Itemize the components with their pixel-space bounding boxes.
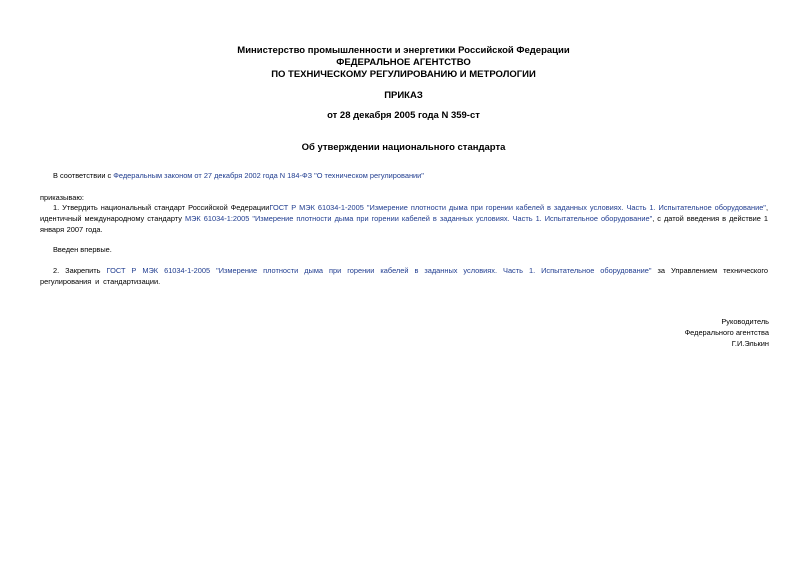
item1-suffix: , с датой введения в действие 1 января 2007 года. xyxy=(40,214,768,234)
agency-name-line2: ПО ТЕХНИЧЕСКОМУ РЕГУЛИРОВАНИЮ И МЕТРОЛОГИИ xyxy=(271,69,536,80)
agency-name-line1: ФЕДЕРАЛЬНОЕ АГЕНТСТВО xyxy=(336,57,471,68)
document-header xyxy=(0,45,807,81)
paragraph-item-2 xyxy=(40,265,768,287)
ministry-name: Министерство промышленности и энергетики Российской Федерации xyxy=(237,45,570,56)
paragraph-item-1 xyxy=(40,202,768,235)
paragraph-basis xyxy=(40,170,768,181)
federal-law-link[interactable]: Федеральным законом от 27 декабря 2002 года N 184-ФЗ "О техническом регулировании" xyxy=(113,171,424,180)
gost-standard-link-2[interactable]: ГОСТ Р МЭК 61034-1-2005 "Измерение плотности дыма при горении кабелей в заданных условиях. Часть 1. Испытательное оборудование" xyxy=(106,266,652,275)
signatory-organization: Федерального агентства xyxy=(684,328,769,337)
signatory-name: Г.И.Элькин xyxy=(731,339,769,348)
signatory-position: Руководитель xyxy=(721,317,769,326)
signature-block xyxy=(685,316,769,349)
order-date: от 28 декабря 2005 года N 359-ст xyxy=(327,110,480,121)
gost-standard-link[interactable]: ГОСТ Р МЭК 61034-1-2005 "Измерение плотности дыма при горении кабелей в заданных условиях. Часть 1. Испытательное оборудование" xyxy=(269,203,766,212)
item1-prefix: 1. Утвердить национальный стандарт Российской Федерации xyxy=(53,203,270,212)
item2-suffix: за Управлением технического регулирования и стандартизации. xyxy=(40,266,769,286)
basis-prefix: В соответствии с xyxy=(53,171,114,180)
order-title: ПРИКАЗ xyxy=(384,90,423,101)
paragraph-intro-note: Введен впервые. xyxy=(53,245,112,254)
iec-standard-link[interactable]: МЭК 61034-1:2005 "Измерение плотности дыма при горении кабелей в заданных условиях. Часть 1. Испытательное оборудование" xyxy=(184,214,653,223)
item1-middle: , идентичный международному стандарту xyxy=(40,203,768,223)
paragraph-order-word: приказываю: xyxy=(40,193,84,202)
item2-prefix: 2. Закрепить xyxy=(53,266,107,275)
order-subject: Об утверждении национального стандарта xyxy=(301,142,506,153)
